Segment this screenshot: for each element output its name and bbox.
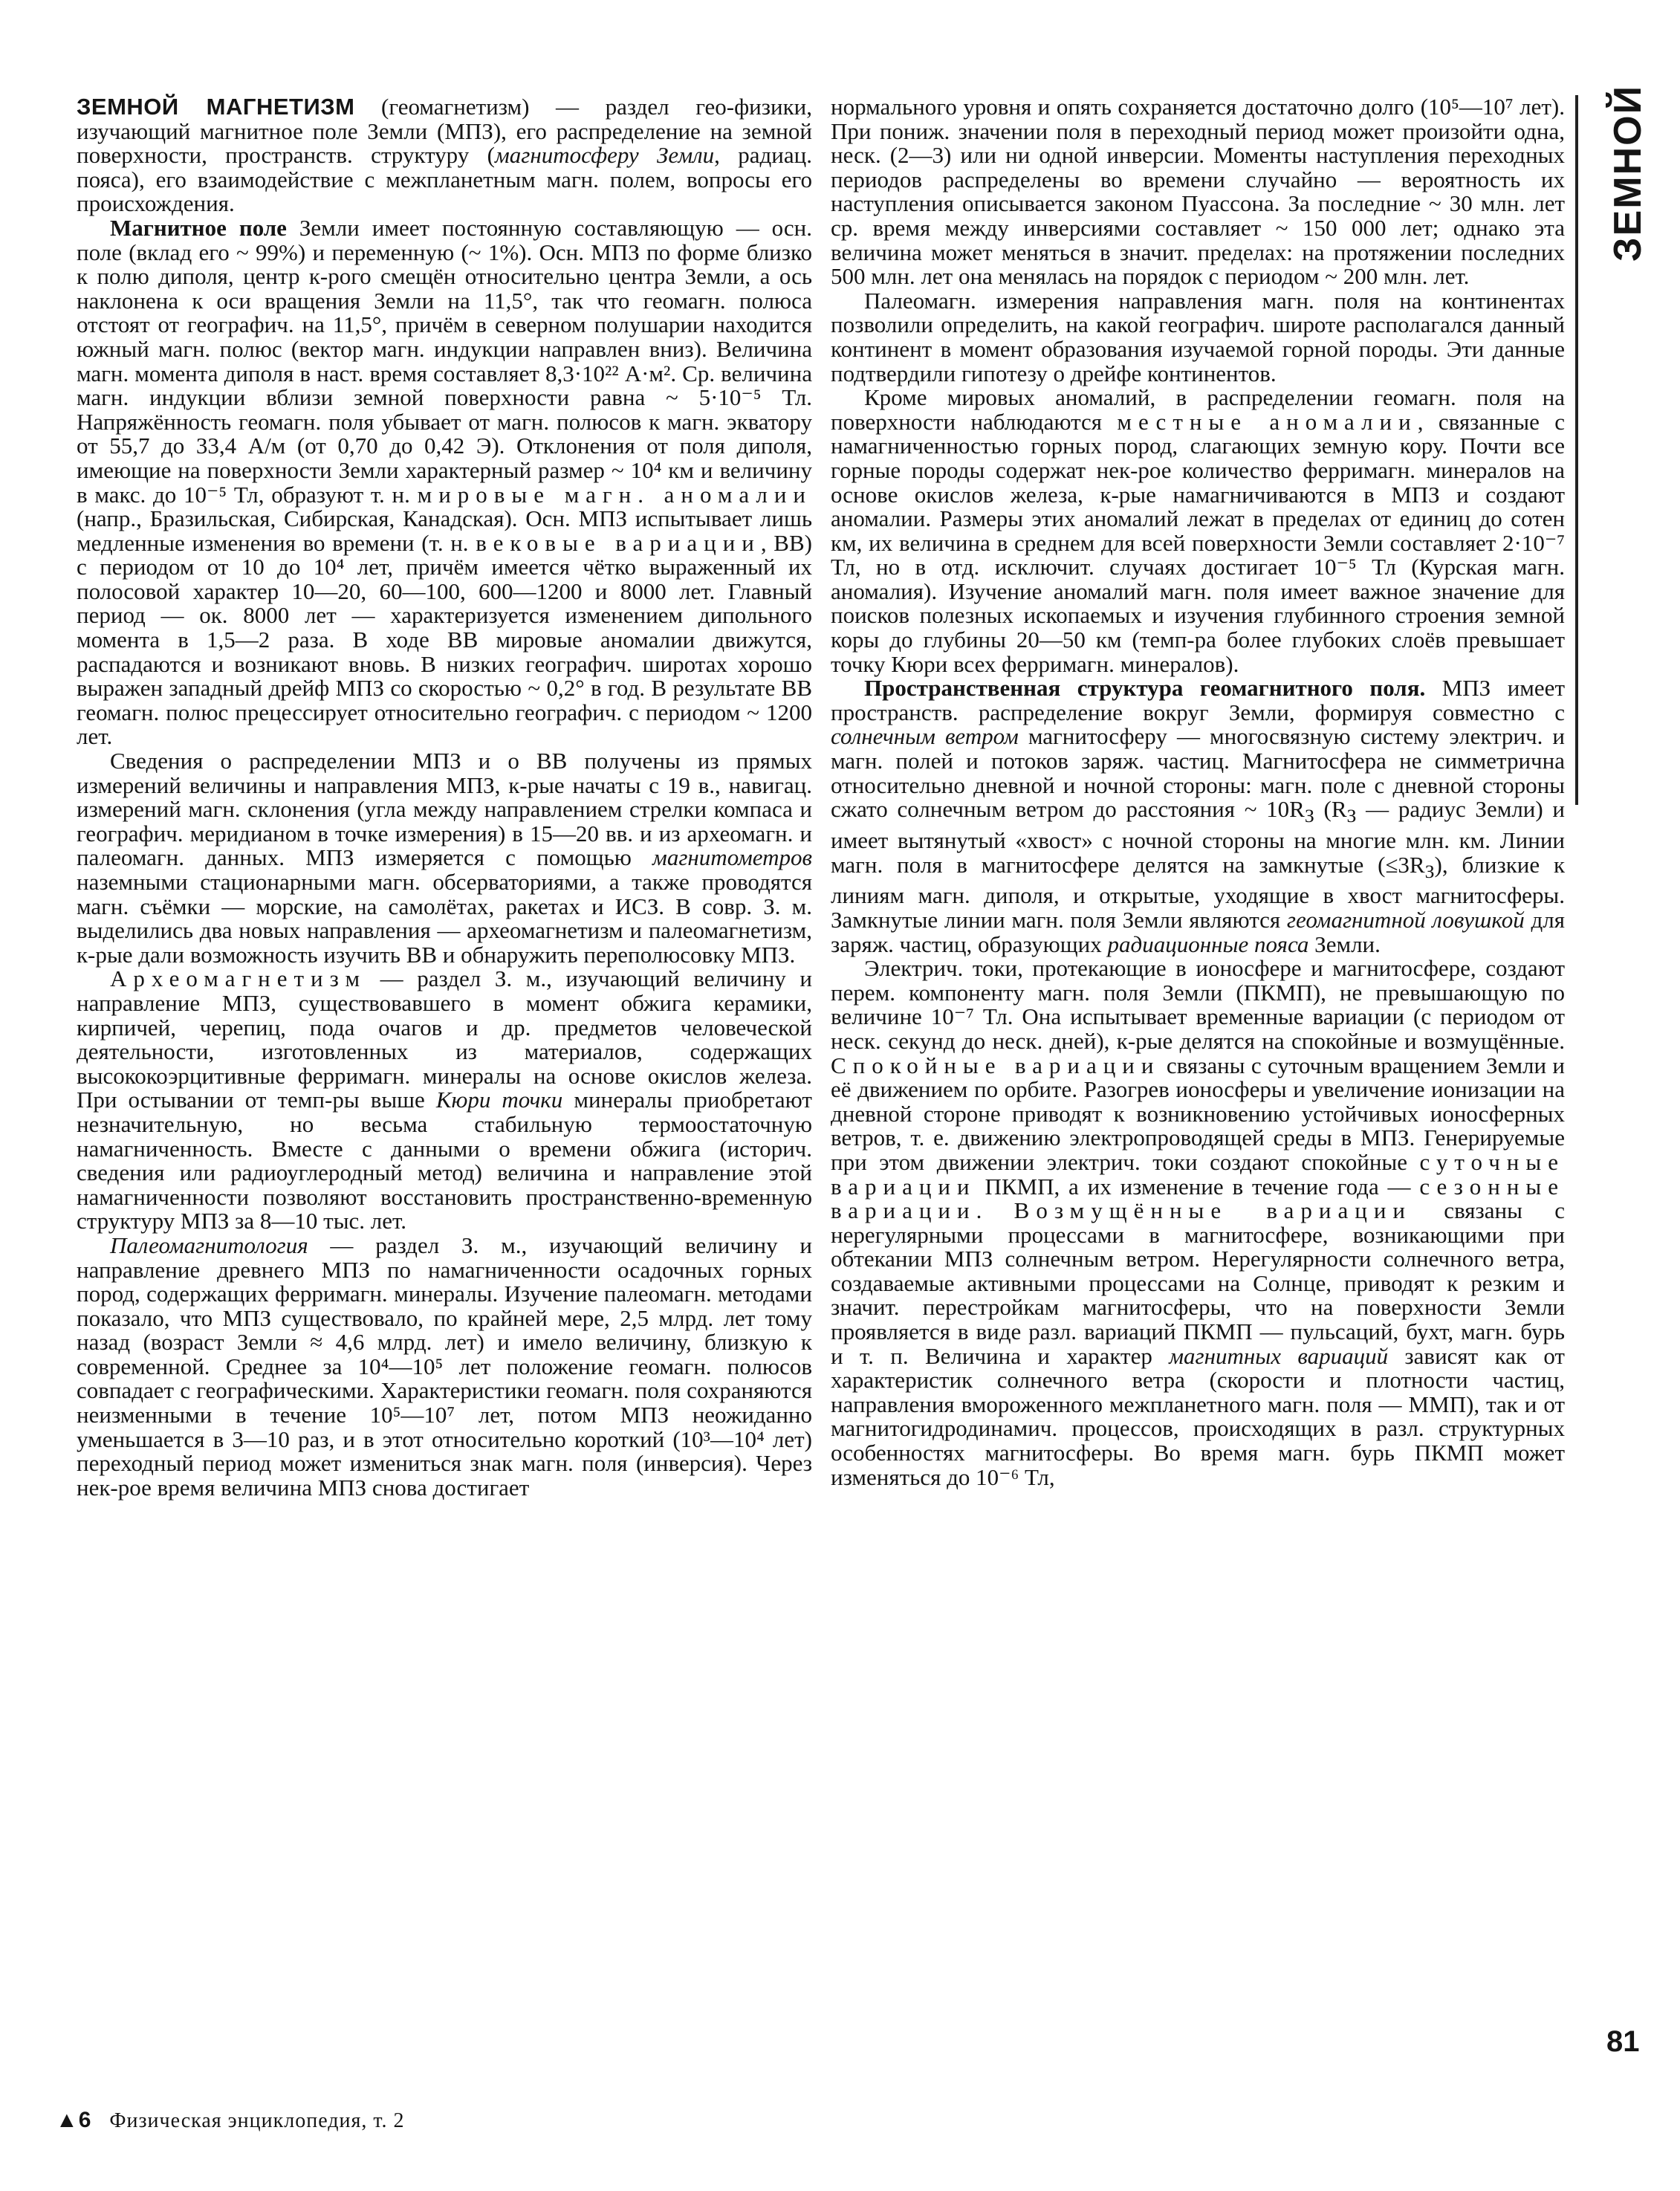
text-run: . — [976, 1197, 1014, 1224]
subscript: З — [1304, 805, 1314, 827]
spaced-term: суточные вариации — [831, 1148, 1565, 1200]
paragraph-variations — [831, 957, 1565, 1489]
text-run: , ВВ) с периодом от 10 до 10⁴ лет, причём имеется чётко выраженный их полосовой характер 10—20, 60—100, 600—1200 и 8000 лет. Главный период — ок. 8000 лет — характеризуется изменением дипольного момента в 1,5—2 раза. В ходе ВВ мировые аномалии движутся, распадаются и возникают вновь. В низких географич. широтах хорошо выражен западный дрейф МПЗ со скоростью ~ 0,2° в год. В результате ВВ геомагн. полюс прецессирует относительно географич. с периодом ~ 1200 лет. — [77, 529, 812, 750]
article-title: ЗЕМНОЙ МАГНЕТИЗМ — [77, 94, 355, 120]
footer — [56, 2108, 405, 2133]
spaced-term: сезонные вариации — [831, 1173, 1565, 1224]
text-run: минералы приобретают незначительную, но весьма стабильную термоостаточную намагниченность. Вместе с данными о времени обжига (историч. сведения или радиоуглеродный метод) величина и направление этой намагниченности позволяют восстановить пространственно-временную структуру МПЗ за 8—10 тыс. лет. — [77, 1087, 812, 1234]
text-run: МПЗ имеет пространств. распределение вокруг Земли, формируя совместно с — [831, 675, 1565, 725]
text-run: — раздел З. м., изучающий величину и направление МПЗ, существовавшего в момент обжига керамики, кирпичей, черепиц, пода очагов и др. предметов человеческой деятельности, изготовленных из материалов, содержащих высококоэрцитивные ферримагн. минералы на основе окислов железа. При остывании от темп-ры выше — [77, 965, 812, 1113]
text-run: Земли имеет постоянную составляющую — осн. поле (вклад его ~ 99%) и переменную (~ 1%). Осн. МПЗ по форме близко к полю диполя, центр к-рого смещён относительно центра Земли, а ось наклонена к оси вращения Земли на 11,5°, так что геомагн. полюса отстоят от географич. на 11,5°, причём в северном полушарии находится южный магн. полюс (вектор магн. индукции направлен вниз). Величина магн. момента диполя в наст. время составляет 8,3·10²² А·м². Ср. величина магн. индукции вблизи земной поверхности равна ~ 5·10⁻⁵ Тл. Напряжённость геомагн. поля убывает от магн. полюсов к магн. экватору от 55,7 до 33,4 А/м (от 0,70 до 0,42 Э). Отклонения от поля диполя, имеющие на поверхности Земли характерный размер ~ 10⁴ км и величину в макс. до 10⁻⁵ Тл, образуют т. н. — [77, 214, 813, 508]
cross-reference: магнитных вариаций — [1169, 1342, 1389, 1369]
text-run: магнитосферу — многосвязную систему электрич. и магн. полей и потоков заряж. частиц. Магнитосфера не симметрична относительно дневной и ночной стороны: магн. поле с дневной стороны сжато солнечным ветром до расстояния ~ 10R — [831, 723, 1565, 823]
cross-reference: солнечным ветром — [831, 723, 1019, 750]
page-number: 81 — [1606, 2025, 1640, 2058]
text-run: Сведения о распределении МПЗ и о ВВ получены из прямых измерений величины и направления МПЗ, к-рые начаты с 19 в., навигац. измерений магн. склонения (угла между направлением стрелки компаса и географич. меридианом в точке измерения) в 15—20 вв. и из археомагн. и палеомагн. данных. МПЗ измеряется с помощью — [77, 748, 812, 871]
text-run: — раздел З. м., изучающий величину и направление древнего МПЗ по намагниченности осадочных горных пород, содержащих ферримагн. минералы. Изучение палеомагн. методами показало, что МПЗ существовало, по крайней мере, 2,5 млрд. лет тому назад (возраст Земли ≈ 4,6 млрд. лет) и имело величину, близкую к современной. Среднее за 10⁴—10⁵ лет положение геомагн. полюсов совпадает с географическими. Характеристики геомагн. поля сохраняются неизменными в течение 10⁵—10⁷ лет, потом МПЗ неожиданно уменьшается в 3—10 раз, и в этот относительно короткий (10³—10⁴ лет) переходный период может измениться знак магн. поля (инверсия). Через нек-рое время величина МПЗ снова достигает — [77, 1232, 812, 1501]
text-run: , радиац. пояса), его взаимодействие с межпланетным магн. полем, вопросы его происхождения. — [77, 142, 812, 217]
paragraph-local-anomalies — [831, 386, 1565, 676]
text-run: ПКМП, а их изменение в течение года — — [976, 1173, 1420, 1200]
footer-text: Физическая энциклопедия, т. 2 — [109, 2109, 405, 2132]
text-run: связаны с нерегулярными процессами в магнитосфере, возникающими при обтекании МПЗ солнечным ветром. Нерегулярности солнечного ветра, создаваемые активными процессами на Солнце, приводят к резким и значит. перестройкам магнитосферы, что на поверхности Земли проявляется в виде разл. вариаций ПКМП — пульсаций, бухт, магн. бурь и т. п. Величина и характер — [831, 1197, 1566, 1369]
running-head-rule — [1575, 95, 1578, 805]
subscript: З — [1346, 805, 1357, 827]
cross-reference: геомагнитной ловушкой — [1286, 906, 1525, 933]
paragraph-continued — [831, 95, 1565, 289]
text-run: связаны с суточным вращением Земли и её движением по орбите. Разогрев ионосферы и увеличение ионизации на дневной стороне приводят к возникновению устойчивых ионосферных ветров, т. е. движению электропроводящей среды в МПЗ. Генерируемые при этом движении электрич. токи создают спокойные — [831, 1052, 1565, 1175]
spaced-term: Спокойные вариации — [831, 1052, 1161, 1078]
right-column — [831, 95, 1565, 1489]
text-run: Палеомагн. измерения направления магн. поля на континентах позволили определить, на какой географич. широте располагался данный континент в момент образования изучаемой горной породы. Эти данные подтвердили гипотезу о дрейфе континентов. — [831, 287, 1565, 386]
spaced-term: Археомагнетизм — [110, 965, 367, 992]
cross-reference: Кюри точки — [435, 1087, 563, 1113]
text-run: (геомагнетизм) — раздел гео-физики, изучающий магнитное поле Земли (МПЗ), его распределение на земной поверхности, пространств. структуру ( — [77, 94, 812, 169]
spaced-term: вековые вариации — [476, 529, 761, 556]
spaced-term: мировые магн. аномалии — [417, 481, 812, 508]
text-run: ), близкие к линиям магн. диполя, и открытые, уходящие в хвост магнитосферы. Замкнутые линии магн. поля Земли являются — [831, 851, 1566, 933]
running-head-text: ЗЕМНОЙ — [1606, 85, 1650, 262]
cross-reference: радиационные пояса — [1107, 931, 1309, 957]
text-run: (R — [1314, 796, 1347, 823]
spaced-term: Возмущённые вариации — [1013, 1197, 1413, 1224]
text-run: нормального уровня и опять сохраняется достаточно долго (10⁵—10⁷ лет). При пониж. значении поля в переходный период может произойти одна, неск. (2—3) или ни одной инверсии. Моменты наступления переходных периодов распределены во времени случайно — вероятность их наступления описывается законом Пуассона. За последние ~ 30 млн. лет ср. время между инверсиями составляет ~ 150 000 лет; однако эта величина может меняться в значит. пределах: на протяжении последних 500 млн. лет она менялась на порядок с периодом ~ 200 млн. лет. — [831, 94, 1565, 290]
paragraph-paleomagnetic-measurements — [831, 289, 1565, 386]
text-run: (напр., Бразильская, Сибирская, Канадская). Осн. МПЗ испытывает лишь медленные изменения во времени (т. н. — [77, 505, 812, 556]
paragraph-paleomagnetology — [77, 1234, 812, 1501]
text-run: для заряж. частиц, образующих — [831, 906, 1565, 957]
spaced-term: местные аномалии — [1117, 408, 1418, 435]
section-heading: Магнитное поле — [110, 214, 287, 241]
cross-reference: магнитометров — [652, 844, 812, 871]
text-run: Земли. — [1308, 931, 1381, 957]
signature-mark: ▲6 — [56, 2108, 92, 2132]
cross-reference: магнитосферу Земли — [494, 142, 715, 169]
cross-reference: Палеомагнитология — [110, 1232, 308, 1258]
text-run: зависят как от характеристик солнечного ветра (скорости и плотности частиц, направления вмороженного межпланетного магн. поля — ММП), так и от магнитогидродинамич. процессов, происходящих в разл. структурных особенностях магнитосферы. Во время магн. бурь ПКМП может изменяться до 10⁻⁶ Тл, — [831, 1342, 1565, 1490]
text-run: Электрич. токи, протекающие в ионосфере и магнитосфере, создают перем. компоненту магн. поля Земли (ПКМП), не превышающую по величине 10⁻⁷ Тл. Она испытывает временные вариации (с периодом от неск. секунд до неск. дней), к-рые делятся на спокойные и возмущённые. — [831, 955, 1565, 1054]
running-head — [1595, 85, 1661, 262]
paragraph-spatial-structure — [831, 676, 1565, 957]
text-run: Кроме мировых аномалий, в распределении геомагн. поля на поверхности наблюдаются — [831, 384, 1565, 435]
article-intro-paragraph — [77, 95, 812, 216]
text-run: — радиус Земли) и имеет вытянутый «хвост» с ночной стороны на многие млн. км. Линии магн. поля в магнитосфере делятся на замкнутые (≤3R — [831, 796, 1565, 878]
text-run: , связанные с намагниченностью горных пород, слагающих земную кору. Почти все горные породы содержат нек-рое количество ферримагн. минералов на основе окислов железа, к-рые намагничиваются в МПЗ и создают аномалии. Размеры этих аномалий лежат в пределах от единиц до сотен км, их величина в среднем для всей поверхности Земли составляет 2·10⁻⁷ Тл, но в отд. исключит. случаях достигает 10⁻⁵ Тл (Курская магн. аномалия). Изучение аномалий магн. поля имеет важное значение для поисков полезных ископаемых и изучения глубинного строения земной коры до глубины 20—50 км (темп-ра более глубоких слоёв превышает точку Кюри всех ферримагн. минералов). — [831, 408, 1565, 677]
text-run: наземными стационарными магн. обсерваториями, а также проводятся магн. съёмки — морские, на самолётах, ракетах и ИСЗ. В совр. З. м. выделились два новых направления — археомагнетизм и палеомагнетизм, к-рые дали возможность изучить ВВ и обнаружить переполюсовку МПЗ. — [77, 869, 812, 968]
paragraph-archaeomagnetism — [77, 967, 812, 1234]
subscript: З — [1424, 860, 1435, 882]
left-column — [77, 95, 812, 1500]
paragraph-measurements — [77, 749, 812, 967]
section-heading: Пространственная структура геомагнитного поля. — [864, 675, 1426, 702]
paragraph-magnetic-field — [77, 216, 812, 749]
